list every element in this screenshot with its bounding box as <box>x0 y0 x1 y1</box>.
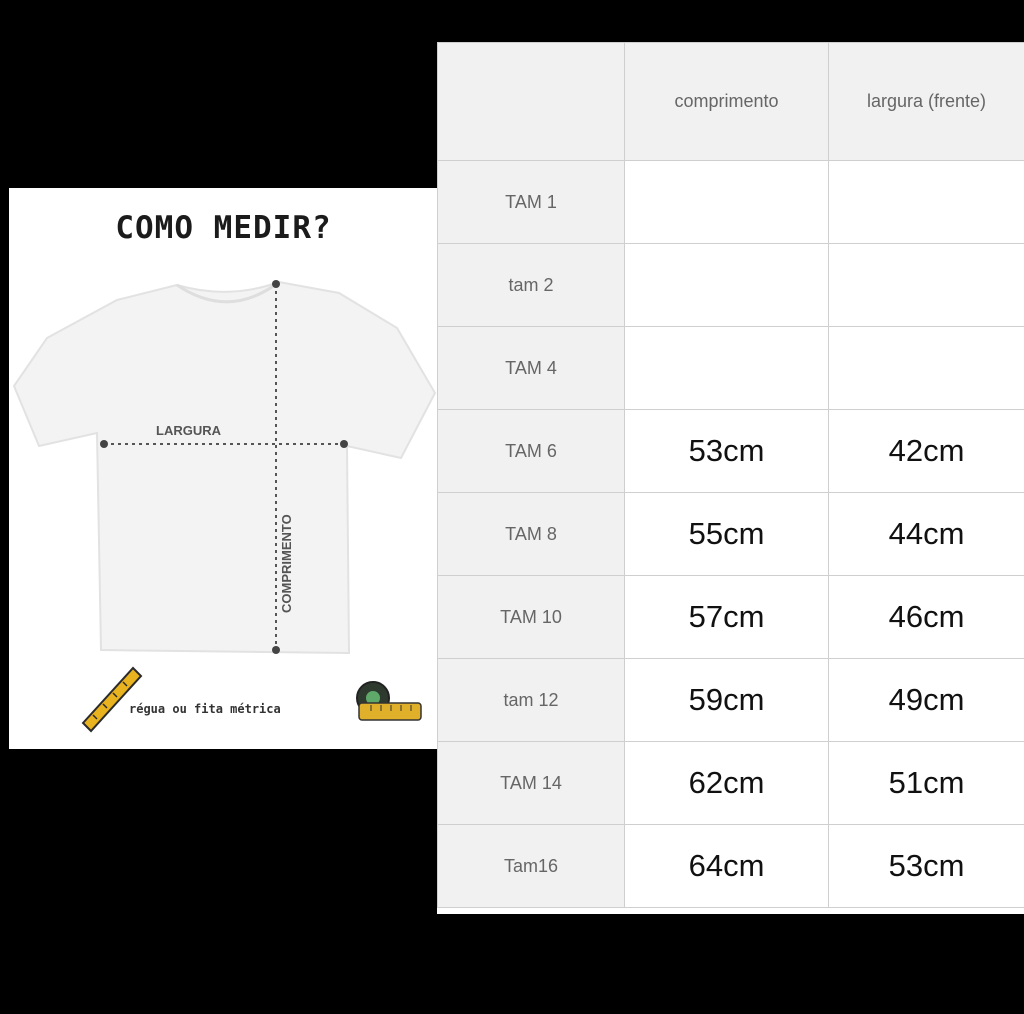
length-value <box>625 244 829 327</box>
table-row <box>438 410 1024 493</box>
measure-guide-card <box>9 188 438 749</box>
size-label: TAM 8 <box>438 493 625 576</box>
table-header-row <box>438 43 1024 161</box>
length-value: 64cm <box>625 825 829 908</box>
table-row <box>438 493 1024 576</box>
header-width: largura (frente) <box>829 43 1024 161</box>
length-label: COMPRIMENTO <box>279 514 294 613</box>
width-value: 44cm <box>829 493 1024 576</box>
size-label: TAM 10 <box>438 576 625 659</box>
length-value: 62cm <box>625 742 829 825</box>
table-row <box>438 576 1024 659</box>
tape-measure-icon <box>357 682 421 720</box>
width-value <box>829 327 1024 410</box>
table-row <box>438 825 1024 908</box>
size-label: tam 2 <box>438 244 625 327</box>
size-label: TAM 6 <box>438 410 625 493</box>
width-value: 51cm <box>829 742 1024 825</box>
size-label: Tam16 <box>438 825 625 908</box>
width-value <box>829 161 1024 244</box>
length-value <box>625 161 829 244</box>
tool-label: régua ou fita métrica <box>129 702 281 716</box>
table-row <box>438 244 1024 327</box>
length-value: 59cm <box>625 659 829 742</box>
length-value: 53cm <box>625 410 829 493</box>
guide-title: COMO MEDIR? <box>115 210 332 246</box>
table-row <box>438 659 1024 742</box>
width-value: 42cm <box>829 410 1024 493</box>
size-table <box>437 42 1024 908</box>
header-corner-cell <box>438 43 625 161</box>
width-label: LARGURA <box>156 423 221 438</box>
width-value: 49cm <box>829 659 1024 742</box>
length-value: 57cm <box>625 576 829 659</box>
table-bottom-edge <box>437 908 1024 914</box>
header-length: comprimento <box>625 43 829 161</box>
table-row <box>438 161 1024 244</box>
size-label: tam 12 <box>438 659 625 742</box>
width-value: 46cm <box>829 576 1024 659</box>
width-value: 53cm <box>829 825 1024 908</box>
length-value: 55cm <box>625 493 829 576</box>
size-label: TAM 1 <box>438 161 625 244</box>
tshirt-icon <box>14 282 435 653</box>
table-row <box>438 742 1024 825</box>
length-value <box>625 327 829 410</box>
table-row <box>438 327 1024 410</box>
guide-illustration <box>9 188 438 749</box>
size-label: TAM 14 <box>438 742 625 825</box>
width-value <box>829 244 1024 327</box>
ruler-icon <box>83 668 141 731</box>
size-label: TAM 4 <box>438 327 625 410</box>
